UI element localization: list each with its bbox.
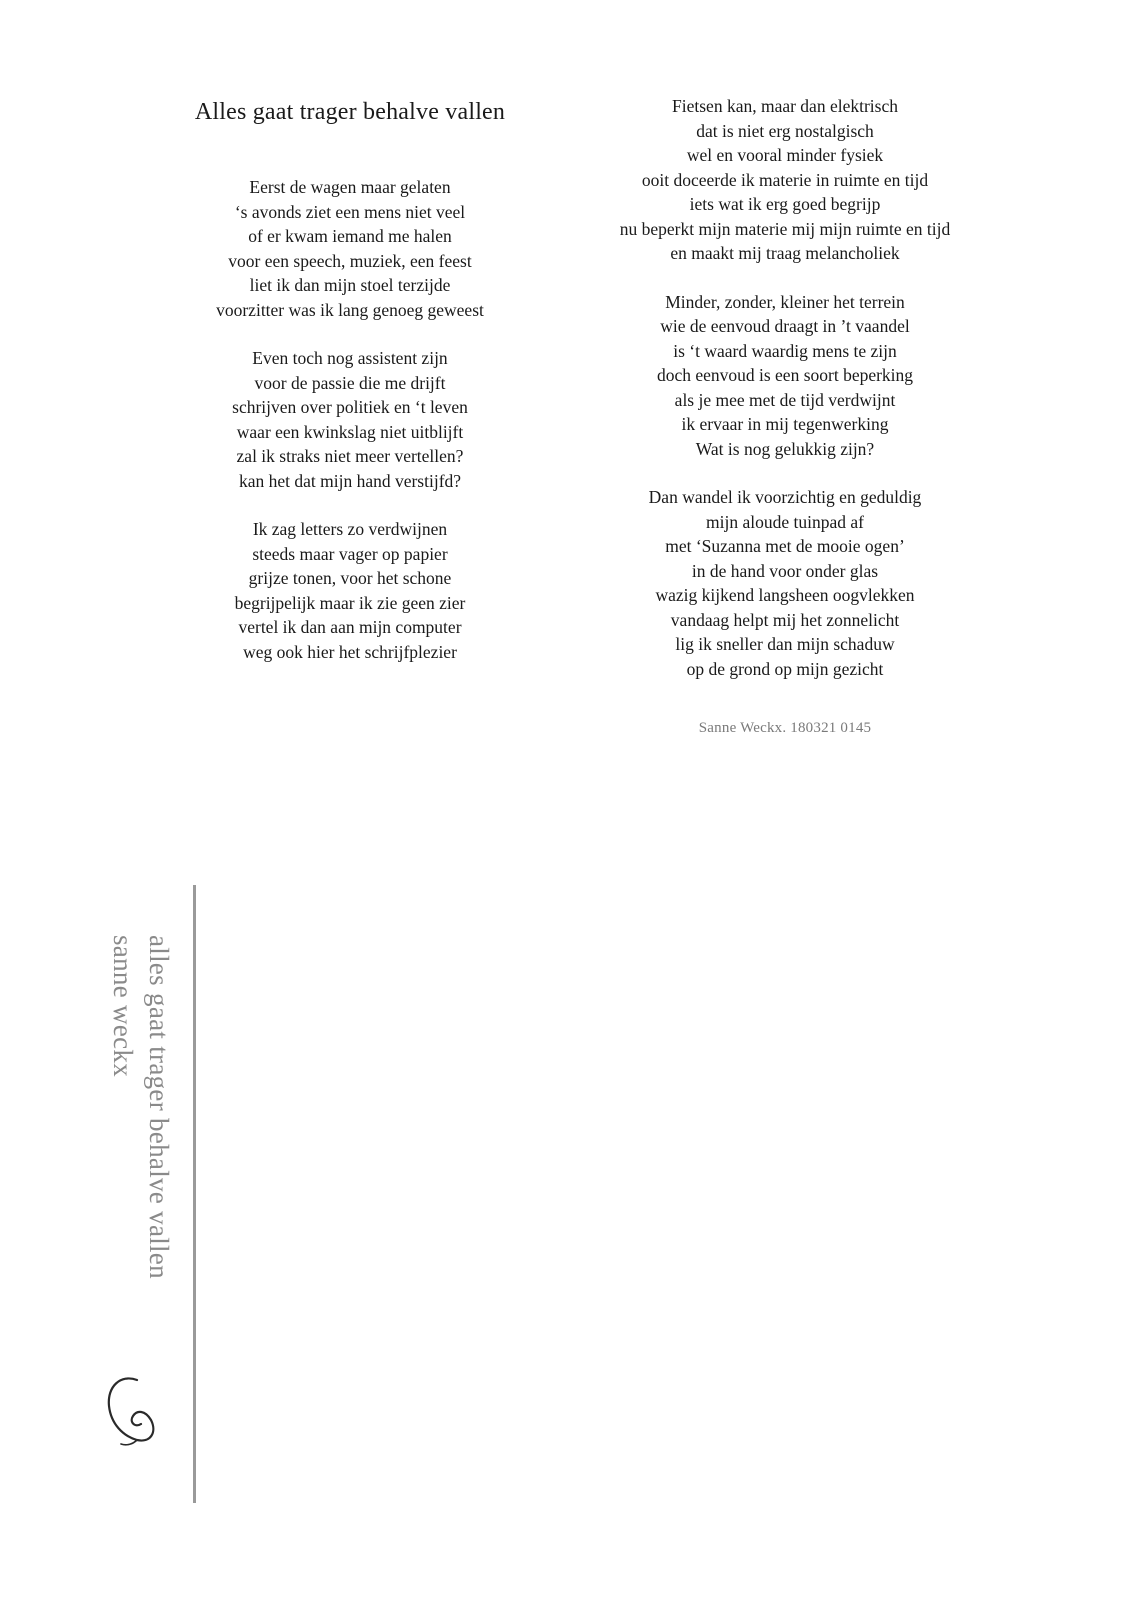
poem-line: weg ook hier het schrijfplezier (243, 641, 457, 662)
poem-line: wel en vooral minder fysiek (686, 145, 884, 165)
poem-line: is ‘t waard waardig mens te zijn (673, 340, 897, 361)
poem-line: voorzitter was ik lang genoeg geweest (216, 299, 484, 320)
poem-line: als je mee met de tijd verdwijnt (674, 389, 896, 410)
spine-divider (193, 885, 196, 1503)
poem-line: of er kwam iemand me halen (248, 226, 452, 246)
poem-line: wazig kijkend langsheen oogvlekken (655, 585, 915, 605)
left-stanza (150, 346, 550, 493)
spine-title: alles gaat trager behalve vallen (144, 935, 174, 1279)
poem-line: ‘s avonds ziet een mens niet veel (234, 201, 466, 222)
poem-line: in de hand voor onder glas (691, 560, 879, 581)
poem-line: Even toch nog assistent zijn (252, 348, 448, 368)
poem-line: kan het dat mijn hand verstijfd? (238, 470, 462, 491)
poem-line: Fietsen kan, maar dan elektrisch (672, 96, 898, 116)
poem-line: op de grond op mijn gezicht (686, 658, 884, 679)
poem-line: doch eenvoud is een soort beperking (656, 365, 914, 385)
left-stanza (150, 175, 550, 322)
poem-line: lig ik sneller dan mijn schaduw (675, 634, 895, 654)
poem-line: voor de passie die me drijft (254, 372, 446, 393)
right-stanza (575, 94, 995, 266)
signature-line: Sanne Weckx. 180321 0145 (698, 720, 872, 736)
poem-line: Dan wandel ik voorzichtig en geduldig (648, 487, 922, 507)
spine-label (105, 935, 177, 1279)
poem-title: Alles gaat trager behalve vallen (194, 99, 506, 125)
poem-line: ik ervaar in mij tegenwerking (681, 414, 889, 434)
poem-line: mijn aloude tuinpad af (706, 511, 864, 532)
poem-line: liet ik dan mijn stoel terzijde (249, 275, 451, 295)
poem-line: voor een speech, muziek, een feest (228, 250, 472, 271)
poem-line: begrijpelijk maar ik zie geen zier (234, 592, 466, 613)
poem-line: dat is niet erg nostalgisch (696, 120, 874, 141)
poem-column-left (150, 175, 550, 688)
poem-line: nu beperkt mijn materie mij mijn ruimte en tijd (619, 218, 951, 239)
poem-line: en maakt mij traag melancholiek (670, 243, 900, 263)
poem-line: schrijven over politiek en ‘t leven (232, 397, 468, 417)
left-stanza (150, 517, 550, 664)
poem-line: iets wat ik erg goed begrijp (689, 194, 881, 214)
poem-line: zal ik straks niet meer vertellen? (236, 446, 464, 466)
poem-line: ooit doceerde ik materie in ruimte en tijd (641, 169, 929, 190)
poem-line: Wat is nog gelukkig zijn? (695, 438, 875, 459)
poem-line: Eerst de wagen maar gelaten (249, 177, 451, 197)
spine-author: sanne weckx (108, 935, 138, 1077)
poem-line: met ‘Suzanna met de mooie ogen’ (665, 536, 905, 556)
poem-line: wie de eenvoud draagt in ’t vaandel (660, 316, 910, 336)
poem-line: vandaag helpt mij het zonnelicht (670, 609, 900, 630)
logo-swirl-icon (103, 1370, 159, 1448)
right-stanza (575, 485, 995, 681)
poem-line: steeds maar vager op papier (252, 543, 448, 564)
poem-line: waar een kwinkslag niet uitblijft (236, 421, 464, 442)
poem-column-right (575, 94, 995, 705)
right-stanza (575, 290, 995, 462)
poem-line: vertel ik dan aan mijn computer (238, 617, 462, 637)
poem-line: grijze tonen, voor het schone (248, 568, 452, 588)
poem-line: Ik zag letters zo verdwijnen (252, 519, 448, 539)
poem-line: Minder, zonder, kleiner het terrein (665, 291, 905, 312)
